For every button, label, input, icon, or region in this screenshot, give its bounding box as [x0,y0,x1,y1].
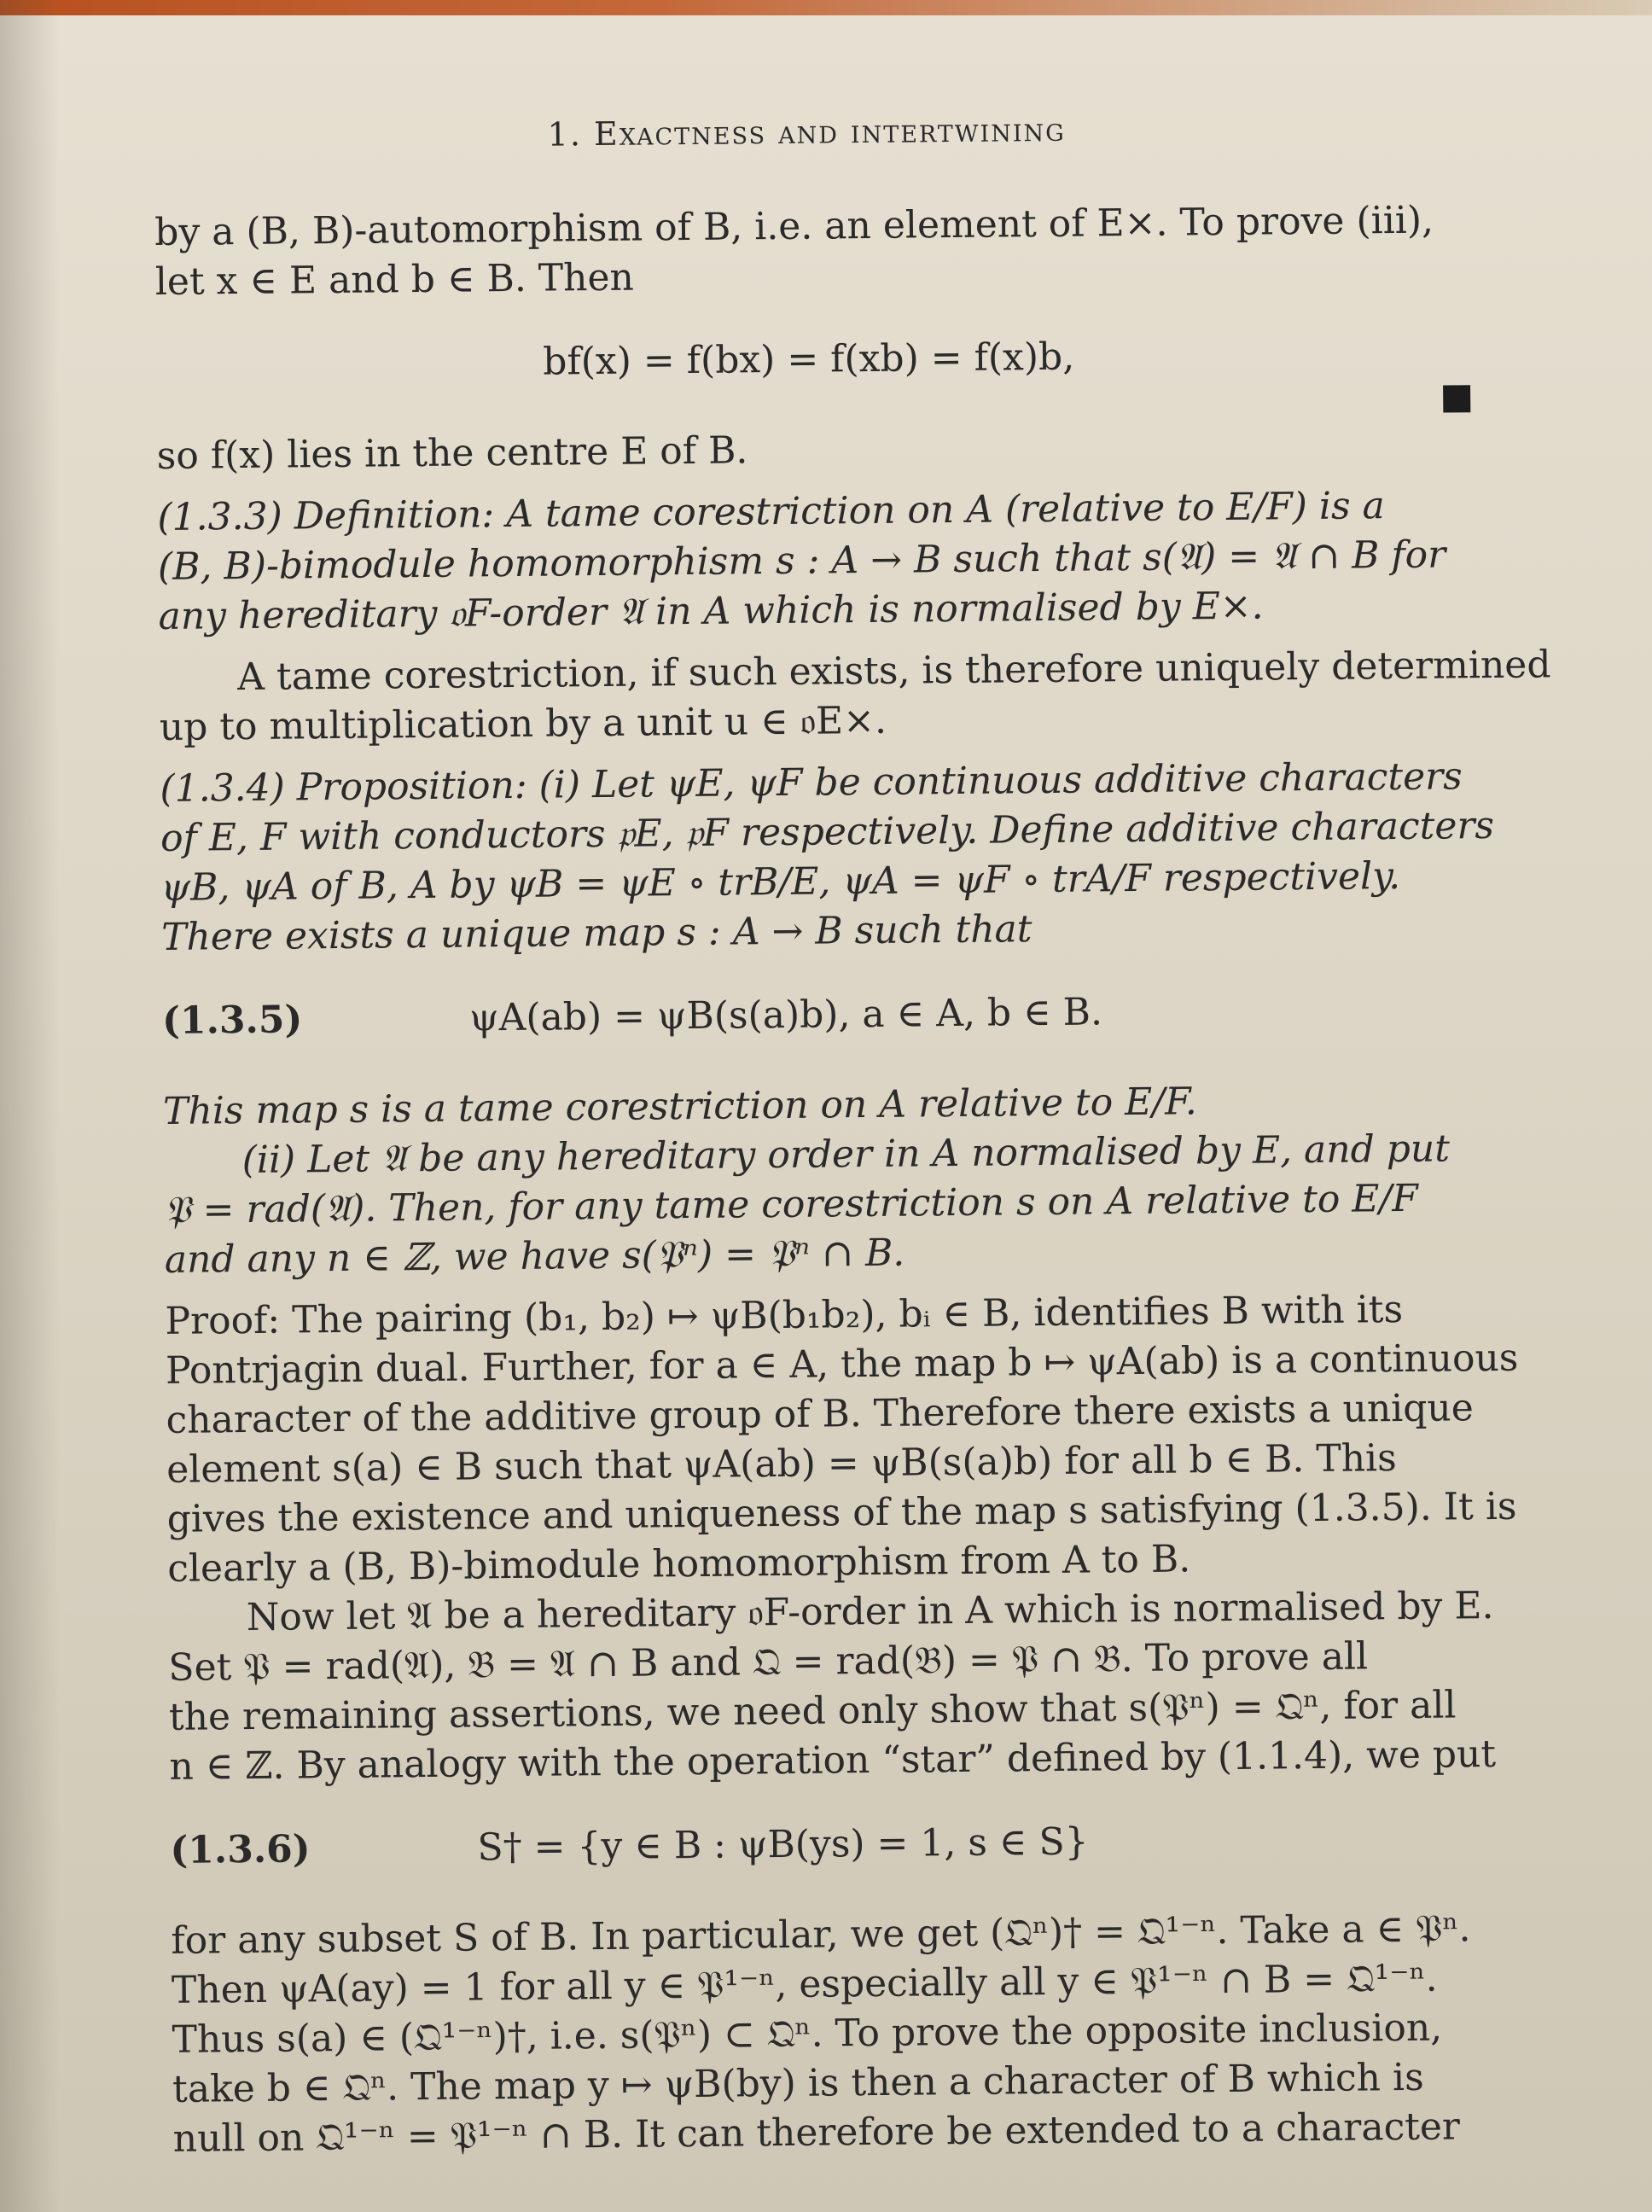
definition-line: (B, B)-bimodule homomorphism s : A → B such that s(𝔄) = 𝔄 ∩ B for [157,533,1446,589]
proof-line: the remaining assertions, we need only show that s(𝔓ⁿ) = 𝔔ⁿ, for all [168,1683,1457,1739]
proof-line: gives the existence and uniqueness of the map s satisfying (1.3.5). It is [166,1484,1517,1541]
proposition-line: This map s is a tame corestriction on A relative to E/F. [162,1080,1198,1133]
qed-square-icon [1443,385,1470,412]
proof-line: for any subset S of B. In particular, we get (𝔔ⁿ)† = 𝔔¹⁻ⁿ. Take a ∈ 𝔓ⁿ. [171,1906,1471,1963]
definition-line: (1.3.3) Definition: A tame corestriction on A (relative to E/F) is a [157,484,1386,539]
text-line: up to multiplication by a unit u ∈ 𝔬E×. [159,698,887,749]
definition-line: any hereditary 𝔬F-order 𝔄 in A which is normalised by E×. [158,584,1264,638]
book-edge [0,0,1652,15]
proof-line: clearly a (B, B)-bimodule homomorphism from A to B. [167,1537,1191,1591]
proposition-line: of E, F with conductors 𝔭E, 𝔭F respectively. Define additive characters [160,803,1495,860]
proposition-line: 𝔓 = rad(𝔄). Then, for any tame corestriction s on A relative to E/F [164,1176,1419,1232]
display-equation: bf(x) = f(bx) = f(xb) = f(x)b, [543,335,1075,384]
proof-line: Set 𝔓 = rad(𝔄), 𝔅 = 𝔄 ∩ B and 𝔔 = rad(𝔅) = 𝔓 ∩ 𝔅. To prove all [168,1634,1369,1690]
equation-body: ψA(ab) = ψB(s(a)b), a ∈ A, b ∈ B. [468,990,1103,1040]
proof-line: Now let 𝔄 be a hereditary 𝔬F-order in A which is normalised by E. [246,1584,1494,1640]
display-equation-numbered [162,984,1468,1046]
proof-line: Thus s(a) ∈ (𝔔¹⁻ⁿ)†, i.e. s(𝔓ⁿ) ⊂ 𝔔ⁿ. To prove the opposite inclusion, [172,2005,1443,2062]
display-equation-numbered [170,1813,1475,1876]
proposition-line: ψB, ψA of B, A by ψB = ψE ∘ trB/E, ψA = ψF ∘ trA/F respectively. [160,854,1401,910]
text-line: by a (B, B)-automorphism of B, i.e. an element of E×. To prove (iii), [154,198,1434,254]
proof-line: take b ∈ 𝔔ⁿ. The map y ↦ ψB(by) is then a character of B which is [172,2055,1424,2111]
proof-line: n ∈ ℤ. By analogy with the operation “star” defined by (1.1.4), we put [169,1732,1497,1789]
running-head: 1. Exactness and intertwining [547,110,1066,154]
proposition-line: There exists a unique map s : A → B such that [160,907,1032,959]
equation-number: (1.3.6) [170,1827,311,1872]
proof-line: null on 𝔔¹⁻ⁿ = 𝔓¹⁻ⁿ ∩ B. It can therefore be extended to a character [172,2104,1461,2161]
proof-line: Pontrjagin dual. Further, for a ∈ A, the map b ↦ ψA(ab) is a continuous [165,1336,1519,1393]
proof-line: element s(a) ∈ B such that ψA(ab) = ψB(s(a)b) for all b ∈ B. This [166,1436,1397,1492]
proposition-line: (1.3.4) Proposition: (i) Let ψE, ψF be continuous additive characters [160,754,1463,811]
proof-line: Proof: The pairing (b₁, b₂) ↦ ψB(b₁b₂), bᵢ ∈ B, identifies B with its [165,1288,1404,1343]
book-page [154,107,1551,2185]
page-shadow [0,0,60,2212]
equation-body: S† = {y ∈ B : ψB(ys) = 1, s ∈ S} [477,1819,1089,1870]
text-line: A tame corestriction, if such exists, is therefore uniquely determined [237,643,1551,700]
text-line: so f(x) lies in the centre E of B. [156,428,748,478]
text-line: let x ∈ E and b ∈ B. Then [154,255,635,304]
proof-line: character of the additive group of B. Therefore there exists a unique [166,1386,1475,1442]
proposition-line: and any n ∈ ℤ, we have s(𝔓ⁿ) = 𝔓ⁿ ∩ B. [164,1231,905,1282]
equation-number: (1.3.5) [161,998,303,1043]
proof-line: Then ψA(ay) = 1 for all y ∈ 𝔓¹⁻ⁿ, especially all y ∈ 𝔓¹⁻ⁿ ∩ B = 𝔔¹⁻ⁿ. [171,1956,1438,2012]
proposition-line: (ii) Let 𝔄 be any hereditary order in A normalised by E, and put [241,1126,1451,1183]
